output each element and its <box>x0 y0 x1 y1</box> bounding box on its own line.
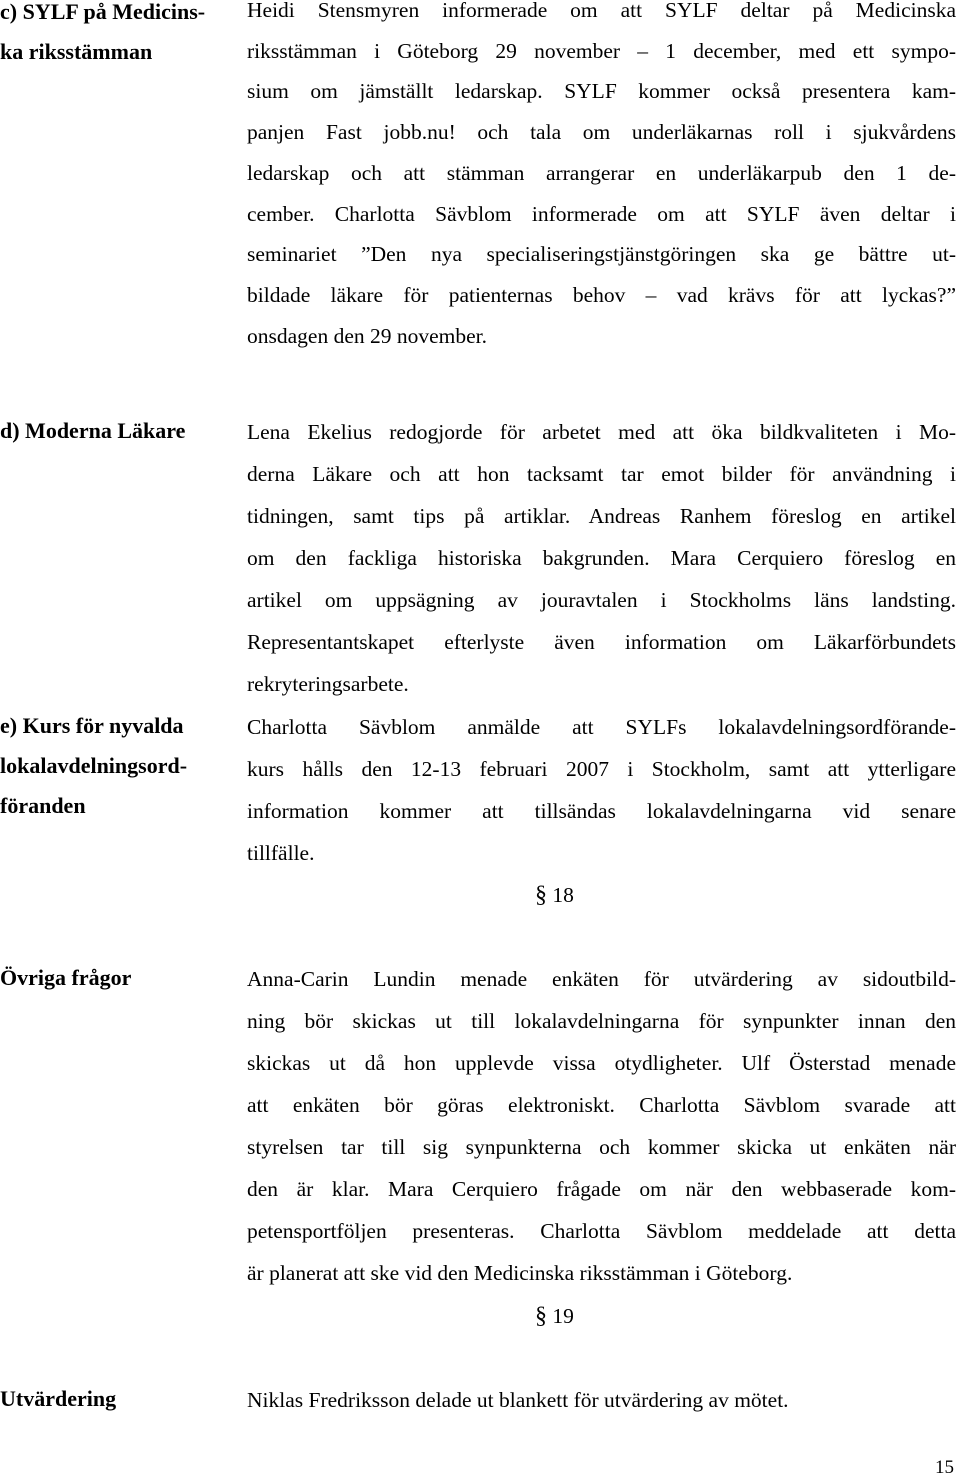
heading-line: föranden <box>0 793 86 818</box>
body-line: den är klar. Mara Cerquiero frågade om när den webbaserade kom- <box>247 1177 956 1201</box>
body-line: Charlotta Sävblom anmälde att SYLFs lokalavdelningsordförande- <box>247 715 956 739</box>
section-number-18 <box>535 880 595 910</box>
ovriga-fragor-body <box>247 958 956 1294</box>
body-line: riksstämman i Göteborg 29 november – 1 december, med ett sympo- <box>247 38 956 63</box>
body-line: derna Läkare och att hon tacksamt tar emot bilder för användning i <box>247 462 956 486</box>
ovriga-fragor-heading <box>0 958 232 998</box>
body-line: onsdagen den 29 november. <box>247 323 488 348</box>
section-d-heading <box>0 411 232 451</box>
body-line: kurs hålls den 12-13 februari 2007 i Stockholm, samt att ytterligare <box>247 757 956 781</box>
body-line: bildade läkare för patienternas behov – vad krävs för att lyckas?” <box>247 282 956 307</box>
heading-line: Övriga frågor <box>0 965 132 990</box>
body-line: petensportföljen presenteras. Charlotta Sävblom meddelade att detta <box>247 1219 956 1243</box>
body-line: artikel om uppsägning av jouravtalen i Stockholms läns landsting. <box>247 588 956 612</box>
body-line: Representantskapet efterlyste även information om Läkarförbundets <box>247 630 956 654</box>
body-line: ledarskap och att stämman arrangerar en underläkarpub den 1 de- <box>247 160 956 185</box>
heading-line: Utvärdering <box>0 1386 117 1411</box>
page-number: 15 <box>935 1457 954 1478</box>
body-line: är planerat att ske vid den Medicinska riksstämman i Göteborg. <box>247 1261 793 1285</box>
body-line: tillfälle. <box>247 841 315 865</box>
body-line: rekryteringsarbete. <box>247 672 409 696</box>
body-line: Heidi Stensmyren informerade om att SYLF deltar på Medicinska <box>247 0 956 22</box>
body-line: Niklas Fredriksson delade ut blankett för utvärdering av mötet. <box>247 1388 789 1412</box>
section-e-heading <box>0 706 232 826</box>
body-line: ning bör skickas ut till lokalavdelningarna för synpunkter innan den <box>247 1009 956 1033</box>
section-e-body <box>247 706 956 874</box>
body-line: tidningen, samt tips på artiklar. Andreas Ranhem föreslog en artikel <box>247 504 956 528</box>
heading-line: d) Moderna Läkare <box>0 418 186 443</box>
body-line: panjen Fast jobb.nu! och tala om underläkarnas roll i sjukvårdens <box>247 120 956 145</box>
body-line: skickas ut då hon upplevde vissa otydligheter. Ulf Österstad menade <box>247 1051 956 1075</box>
body-line: information kommer att tillsändas lokalavdelningarna vid senare <box>247 799 956 823</box>
heading-line: c) SYLF på Medicins- <box>0 0 206 24</box>
section-symbol: § <box>535 882 547 908</box>
section-number: 19 <box>552 1304 574 1328</box>
heading-line: ka riksstämman <box>0 39 153 64</box>
body-line: sium om jämställt ledarskap. SYLF kommer också presentera kam- <box>247 79 956 104</box>
body-line: styrelsen tar till sig synpunkterna och kommer skicka ut enkäten när <box>247 1135 956 1159</box>
section-number-19 <box>535 1301 595 1331</box>
body-line: cember. Charlotta Sävblom informerade om att SYLF även deltar i <box>247 201 956 226</box>
body-line: Lena Ekelius redogjorde för arbetet med att öka bildkvaliteten i Mo- <box>247 420 956 444</box>
heading-line: lokalavdelningsord- <box>0 753 188 778</box>
section-symbol: § <box>535 1303 547 1329</box>
utvardering-body <box>247 1379 956 1421</box>
section-number: 18 <box>552 883 574 907</box>
section-c-heading <box>0 0 232 72</box>
body-line: att enkäten bör göras elektroniskt. Charlotta Sävblom svarade att <box>247 1093 956 1117</box>
body-line: om den fackliga historiska bakgrunden. Mara Cerquiero föreslog en <box>247 546 956 570</box>
body-line: Anna-Carin Lundin menade enkäten för utvärdering av sidoutbild- <box>247 967 956 991</box>
section-c-body <box>247 0 956 356</box>
section-d-body <box>247 411 956 705</box>
heading-line: e) Kurs för nyvalda <box>0 713 184 738</box>
utvardering-heading <box>0 1379 232 1419</box>
body-line: seminariet ”Den nya specialiseringstjänstgöringen ska ge bättre ut- <box>247 242 956 267</box>
